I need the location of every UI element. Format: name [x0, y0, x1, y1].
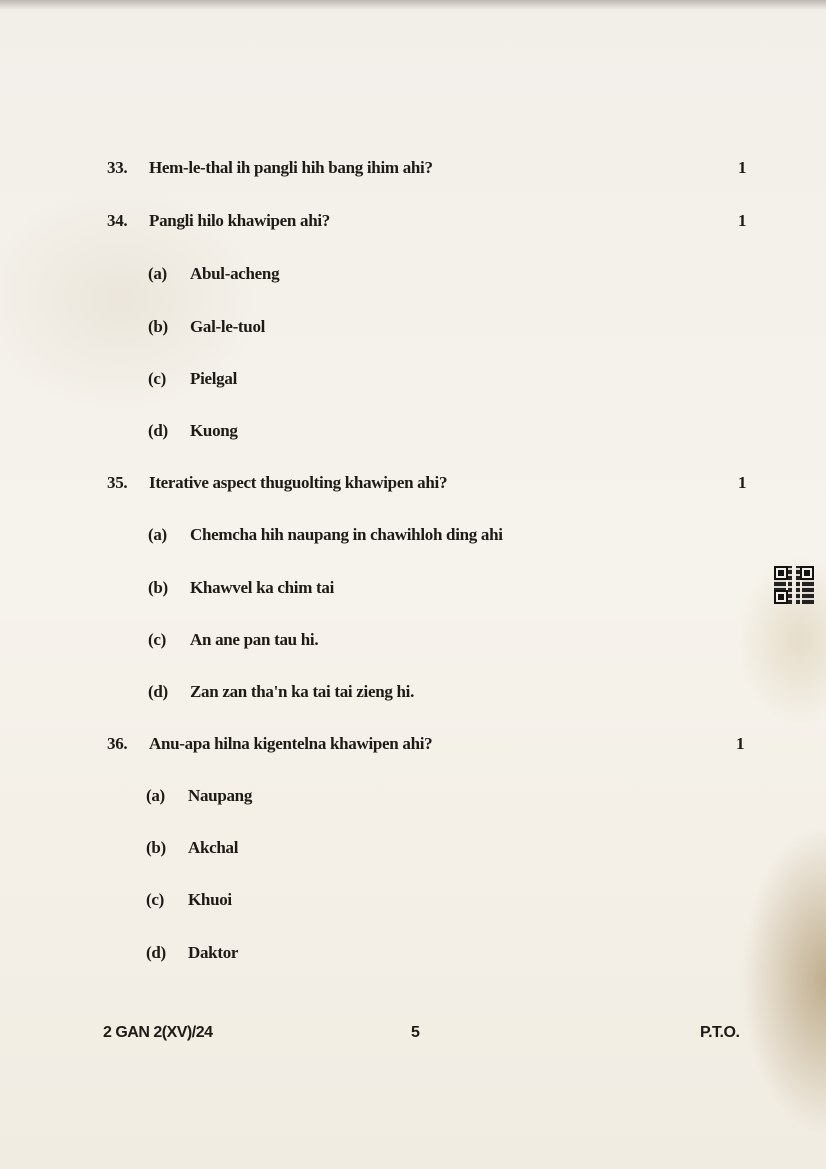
option-text: Daktor — [188, 943, 239, 962]
option-key: (a) — [146, 786, 165, 805]
option-text: Zan zan tha'n ka tai tai zieng hi. — [190, 682, 415, 701]
option-text: Naupang — [188, 786, 253, 805]
question-text: Iterative aspect thuguolting khawipen ahi? — [149, 473, 448, 492]
option-text: Khuoi — [188, 890, 232, 909]
option-34-a — [148, 264, 279, 284]
option-key: (a) — [148, 264, 167, 283]
option-text: Pielgal — [190, 369, 237, 388]
question-33 — [107, 158, 433, 178]
option-35-a — [148, 525, 503, 545]
option-text: Akchal — [188, 838, 239, 857]
question-number: 34. — [107, 211, 128, 230]
option-key: (b) — [148, 578, 168, 597]
qr-code-icon — [774, 566, 814, 604]
question-text: Anu-apa hilna kigentelna khawipen ahi? — [149, 734, 433, 753]
option-36-d — [146, 943, 238, 963]
question-36 — [107, 734, 432, 754]
question-marks: 1 — [736, 734, 745, 753]
question-number: 33. — [107, 158, 128, 177]
option-key: (c) — [146, 890, 164, 909]
option-text: Chemcha hih naupang in chawihloh ding ahi — [190, 525, 503, 544]
option-key: (d) — [148, 421, 168, 440]
option-key: (b) — [148, 317, 168, 336]
option-36-b — [146, 838, 238, 858]
option-34-c — [148, 369, 237, 389]
question-text: Pangli hilo khawipen ahi? — [149, 211, 330, 230]
question-marks: 1 — [738, 158, 747, 177]
option-text: An ane pan tau hi. — [190, 630, 319, 649]
option-34-b — [148, 317, 265, 337]
option-36-c — [146, 890, 232, 910]
option-35-c — [148, 630, 318, 650]
option-text: Khawvel ka chim tai — [190, 578, 334, 597]
question-number: 35. — [107, 473, 128, 492]
option-34-d — [148, 421, 238, 441]
option-key: (a) — [148, 525, 167, 544]
question-number: 36. — [107, 734, 128, 753]
question-text: Hem-le-thal ih pangli hih bang ihim ahi? — [149, 158, 433, 177]
question-35 — [107, 473, 447, 493]
page-top-edge — [0, 0, 826, 10]
option-key: (b) — [146, 838, 166, 857]
option-35-d — [148, 682, 414, 702]
option-key: (c) — [148, 369, 166, 388]
option-text: Kuong — [190, 421, 238, 440]
paper-code: 2 GAN 2(XV)/24 — [103, 1024, 213, 1041]
option-36-a — [146, 786, 252, 806]
option-text: Abul-acheng — [190, 264, 280, 283]
question-34 — [107, 211, 330, 231]
option-key: (d) — [148, 682, 168, 701]
question-marks: 1 — [738, 473, 747, 492]
option-key: (c) — [148, 630, 166, 649]
option-35-b — [148, 578, 334, 598]
question-marks: 1 — [738, 211, 747, 230]
option-text: Gal-le-tuol — [190, 317, 266, 336]
option-key: (d) — [146, 943, 166, 962]
pto-label: P.T.O. — [700, 1024, 740, 1041]
page-number: 5 — [411, 1024, 420, 1041]
